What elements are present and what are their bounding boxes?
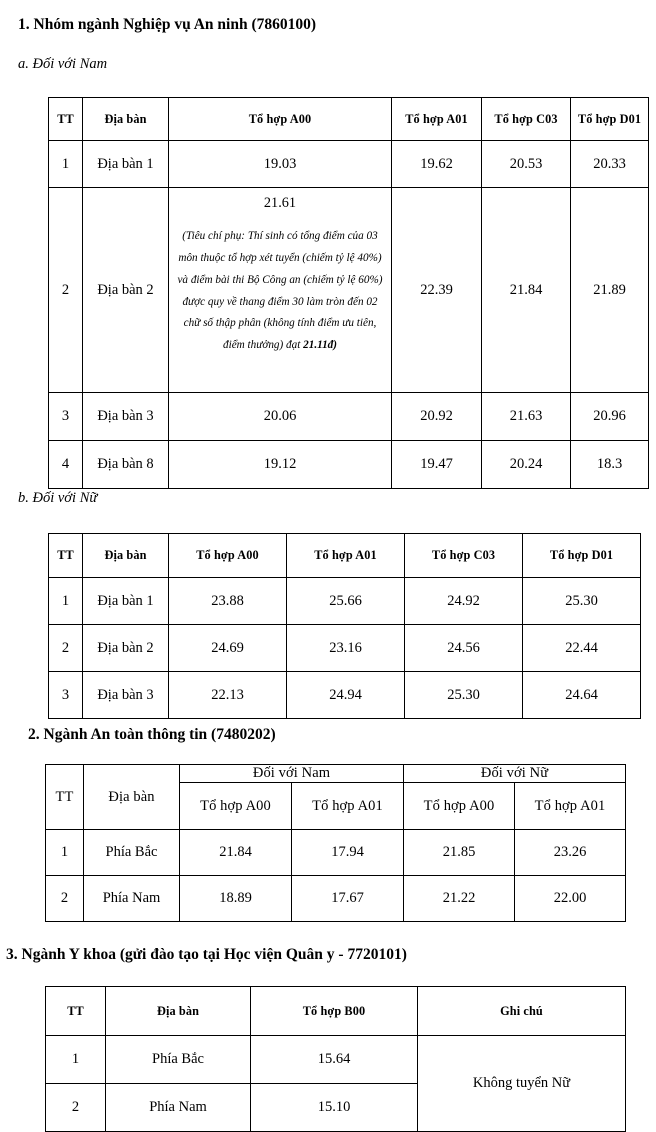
column-header-a00: Tổ hợp A00	[169, 98, 392, 141]
column-header-d01: Tổ hợp D01	[523, 534, 641, 578]
cell-nu-a00: 21.85	[404, 830, 515, 876]
column-header-nu-a01: Tổ hợp A01	[515, 783, 626, 830]
cell-a00: 22.13	[169, 672, 287, 719]
table-row	[49, 141, 649, 188]
cell-tt: 1	[49, 141, 83, 188]
cell-dia-ban: Địa bàn 3	[83, 393, 169, 441]
cell-c03: 25.30	[405, 672, 523, 719]
cell-c03: 24.92	[405, 578, 523, 625]
footnote-line-last	[177, 335, 382, 357]
cell-b00: 15.10	[251, 1084, 418, 1132]
cell-d01: 24.64	[523, 672, 641, 719]
cell-tt: 2	[49, 188, 83, 393]
cell-a00: 19.03	[169, 141, 392, 188]
cell-nam-a00: 21.84	[180, 830, 292, 876]
cell-dia-ban: Địa bàn 3	[83, 672, 169, 719]
cell-a01: 25.66	[287, 578, 405, 625]
cell-c03: 21.84	[482, 188, 571, 393]
cell-a01: 20.92	[392, 393, 482, 441]
footnote-line: được quy về thang điểm 30 làm tròn đến 02	[182, 295, 378, 308]
cell-tt: 1	[49, 578, 83, 625]
cell-tt: 1	[46, 1036, 106, 1084]
section-1-heading: 1. Nhóm ngành Nghiệp vụ An ninh (7860100)	[18, 16, 317, 33]
column-header-nu-a00: Tổ hợp A00	[404, 783, 515, 830]
cell-a00: 24.69	[169, 625, 287, 672]
column-header-tt: TT	[46, 987, 106, 1036]
criteria-footnote	[171, 226, 388, 357]
cell-d01: 25.30	[523, 578, 641, 625]
cell-tt: 1	[46, 830, 84, 876]
column-header-a00: Tổ hợp A00	[169, 534, 287, 578]
footnote-line: môn thuộc tổ hợp xét tuyển (chiếm tỷ lệ 40%)	[178, 251, 382, 264]
group-header-nu: Đối với Nữ	[404, 765, 626, 783]
cell-a01: 22.39	[392, 188, 482, 393]
cell-a00: 19.12	[169, 441, 392, 489]
cell-ghi-chu: Không tuyển Nữ	[418, 1036, 626, 1132]
cell-nam-a01: 17.67	[292, 876, 404, 922]
column-header-tt: TT	[49, 98, 83, 141]
cell-a01: 24.94	[287, 672, 405, 719]
cell-a01: 23.16	[287, 625, 405, 672]
cell-c03: 21.63	[482, 393, 571, 441]
table-row	[49, 578, 641, 625]
column-header-a01: Tổ hợp A01	[392, 98, 482, 141]
cell-a00-value: 21.61	[263, 195, 297, 211]
column-header-dia-ban: Địa bàn	[84, 765, 180, 830]
cell-a00-with-note	[169, 188, 392, 393]
column-header-nam-a01: Tổ hợp A01	[292, 783, 404, 830]
section-3-heading: 3. Ngành Y khoa (gửi đào tạo tại Học viện Quân y - 7720101)	[6, 946, 407, 963]
cell-dia-ban: Địa bàn 1	[83, 141, 169, 188]
table-row	[46, 1036, 626, 1084]
footnote-line: (Tiêu chí phụ: Thí sinh có tổng điểm của 03	[182, 230, 378, 242]
cell-nu-a00: 21.22	[404, 876, 515, 922]
table-row	[46, 876, 626, 922]
cell-dia-ban: Phía Bắc	[106, 1036, 251, 1084]
cell-c03: 20.24	[482, 441, 571, 489]
footnote-last-bold: 21.11đ)	[303, 339, 337, 352]
column-header-a01: Tổ hợp A01	[287, 534, 405, 578]
cell-dia-ban: Phía Bắc	[84, 830, 180, 876]
cell-nu-a01: 23.26	[515, 830, 626, 876]
cell-tt: 2	[46, 876, 84, 922]
column-header-ghi-chu: Ghi chú	[418, 987, 626, 1036]
column-header-d01: Tổ hợp D01	[571, 98, 649, 141]
table-nu-nghiep-vu-an-ninh	[48, 533, 641, 719]
cell-d01: 18.3	[571, 441, 649, 489]
cell-a00: 23.88	[169, 578, 287, 625]
table-row	[49, 672, 641, 719]
column-header-dia-ban: Địa bàn	[83, 98, 169, 141]
footnote-line: và điểm bài thi Bộ Công an (chiếm tỷ lệ 60%)	[177, 273, 383, 286]
cell-dia-ban: Địa bàn 2	[83, 625, 169, 672]
column-header-c03: Tổ hợp C03	[405, 534, 523, 578]
table-header-row	[49, 534, 641, 578]
column-header-nam-a00: Tổ hợp A00	[180, 783, 292, 830]
cell-nam-a01: 17.94	[292, 830, 404, 876]
cell-dia-ban: Phía Nam	[106, 1084, 251, 1132]
section-1b-subheading: b. Đối với Nữ	[18, 490, 98, 506]
cell-c03: 20.53	[482, 141, 571, 188]
table-row	[46, 830, 626, 876]
footnote-line: chữ số thập phân (không tính điểm ưu tiên,	[183, 317, 377, 330]
cell-dia-ban: Địa bàn 8	[83, 441, 169, 489]
column-header-dia-ban: Địa bàn	[83, 534, 169, 578]
cell-dia-ban: Phía Nam	[84, 876, 180, 922]
cell-tt: 2	[46, 1084, 106, 1132]
table-header-row-top	[46, 765, 626, 783]
table-header-row	[49, 98, 649, 141]
cell-b00: 15.64	[251, 1036, 418, 1084]
column-header-dia-ban: Địa bàn	[106, 987, 251, 1036]
cell-tt: 2	[49, 625, 83, 672]
cell-dia-ban: Địa bàn 1	[83, 578, 169, 625]
table-row	[49, 188, 649, 393]
cell-c03: 24.56	[405, 625, 523, 672]
footnote-last-prefix: điểm thưởng) đạt	[223, 339, 304, 352]
column-header-tt: TT	[46, 765, 84, 830]
group-header-nam: Đối với Nam	[180, 765, 404, 783]
cell-tt: 3	[49, 393, 83, 441]
table-row	[49, 625, 641, 672]
cell-dia-ban: Địa bàn 2	[83, 188, 169, 393]
column-header-b00: Tổ hợp B00	[251, 987, 418, 1036]
cell-tt: 3	[49, 672, 83, 719]
table-y-khoa	[45, 986, 626, 1132]
section-2-heading: 2. Ngành An toàn thông tin (7480202)	[28, 726, 276, 743]
table-row	[49, 441, 649, 489]
cell-d01: 21.89	[571, 188, 649, 393]
cell-nam-a00: 18.89	[180, 876, 292, 922]
column-header-tt: TT	[49, 534, 83, 578]
cell-nu-a01: 22.00	[515, 876, 626, 922]
table-nam-nghiep-vu-an-ninh	[48, 97, 649, 489]
cell-d01: 22.44	[523, 625, 641, 672]
column-header-c03: Tổ hợp C03	[482, 98, 571, 141]
table-an-toan-thong-tin	[45, 764, 626, 922]
cell-d01: 20.33	[571, 141, 649, 188]
cell-d01: 20.96	[571, 393, 649, 441]
section-1a-subheading: a. Đối với Nam	[18, 56, 108, 72]
cell-tt: 4	[49, 441, 83, 489]
cell-a01: 19.62	[392, 141, 482, 188]
table-header-row	[46, 987, 626, 1036]
cell-a00: 20.06	[169, 393, 392, 441]
cell-a01: 19.47	[392, 441, 482, 489]
table-row	[49, 393, 649, 441]
